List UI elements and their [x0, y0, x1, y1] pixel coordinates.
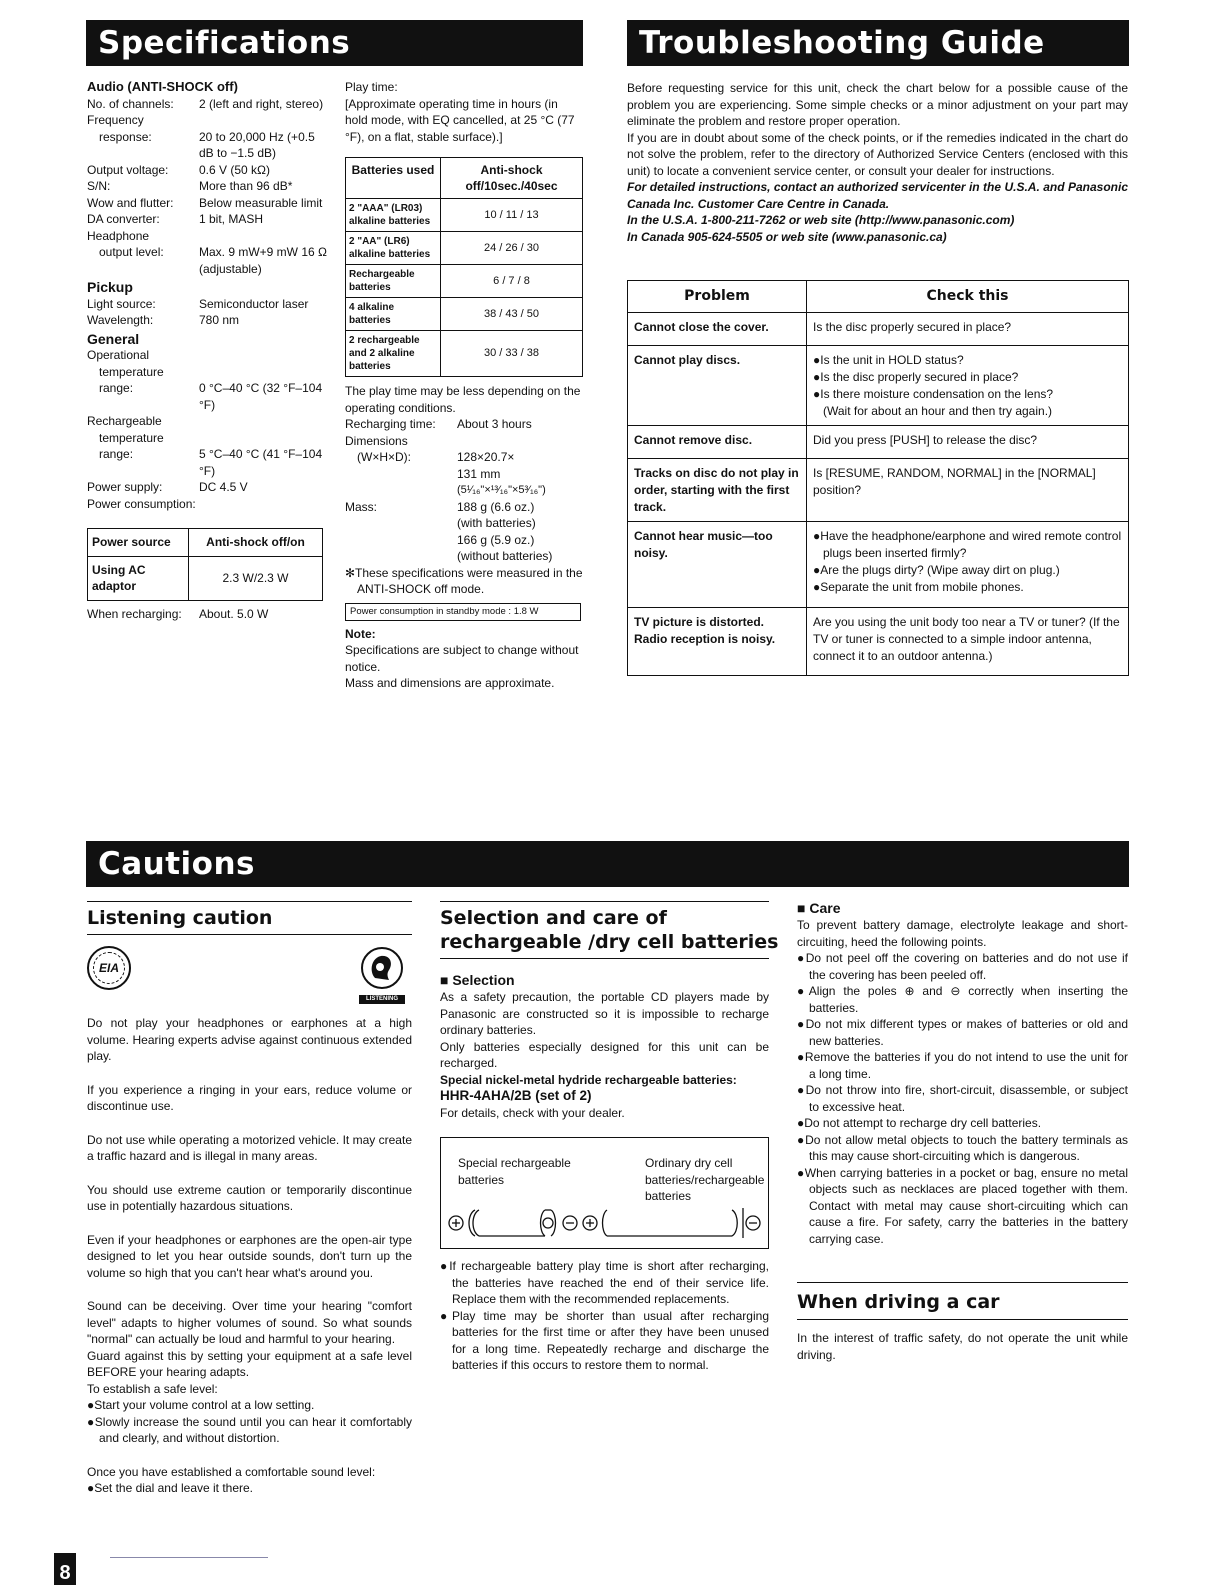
general-spec-value: [199, 430, 327, 447]
selection-bullets: [440, 1258, 769, 1374]
listening-paragraph: Sound can be deceiving. Over time your hearing "comfort level" adapts to higher volumes of sound. So what sounds "normal" can actually be loud and harmful to your hearing.: [87, 1299, 412, 1346]
selection-heading-line-1: Selection and care of: [440, 907, 667, 929]
check-item: Is the disc properly secured in place?: [813, 319, 1012, 334]
general-spec-row: [87, 413, 327, 430]
care-intro: To prevent battery damage, electrolyte leakage and short-circuiting, heed the following points.: [797, 918, 1128, 949]
audio-spec-row: [87, 228, 327, 245]
using-ac-adaptor-cell: Using AC adaptor: [88, 556, 189, 600]
check-item: Are you using the unit body too near a TV or tuner? (If the TV or tuner is connected to a simple indoor antenna, connect it to an outdoor antenna.): [813, 614, 1120, 663]
listening-paragraph: Do not use while operating a motorized vehicle. It may create a traffic hazard and is illegal in many areas.: [87, 1132, 412, 1163]
general-spec-value: 0 °C–40 °C (32 °F–104 °F): [199, 381, 323, 412]
pickup-spec-label: Wavelength:: [87, 313, 154, 327]
check-cell: [807, 458, 1129, 521]
specifications-title: Specifications: [86, 20, 583, 66]
audio-spec-row: [87, 178, 327, 195]
guard-paragraph: Guard against this by setting your equipment at a safe level BEFORE your hearing adapts.: [87, 1348, 412, 1379]
note-1: Specifications are subject to change without notice.: [345, 643, 579, 674]
pickup-spec-list: [87, 296, 327, 329]
audio-spec-label: Headphone: [87, 228, 150, 243]
check-item: ●Is there moisture condensation on the lens?: [813, 386, 1054, 401]
care-item: ●When carrying batteries in a pocket or bag, ensure no metal objects such as necklaces are placed together with them. Contact with metal may cause short-circuiting which can cause a fire. For safety, carry the batteries in the battery carrying case.: [797, 1165, 1128, 1246]
general-spec-list: [87, 347, 327, 496]
battery-row: [346, 265, 583, 298]
battery-row: [346, 331, 583, 377]
check-column-header: Check this: [807, 281, 1129, 313]
trouble-row: [628, 425, 1129, 458]
care-section: [797, 900, 1128, 1247]
care-item: ●Do not peel off the covering on batteries and do not use if the covering has been peeled off.: [797, 951, 1128, 982]
battery-type-cell: 2 "AAA" (LR03) alkaline batteries: [346, 199, 441, 232]
audio-spec-label: DA converter:: [87, 212, 160, 226]
problem-cell: Cannot close the cover.: [628, 312, 807, 345]
audio-spec-value: 2 (left and right, stereo): [199, 96, 324, 111]
pickup-spec-value: Semiconductor laser: [199, 296, 309, 311]
head-profile-icon: [359, 946, 405, 990]
audio-spec-row: [87, 244, 327, 277]
general-spec-row: [87, 430, 327, 447]
listening-logo-text: LISTENING: [359, 995, 405, 1004]
battery-row: [346, 298, 583, 331]
dealer-note: For details, check with your dealer.: [440, 1105, 625, 1120]
audio-spec-row: [87, 162, 327, 179]
check-cell: [807, 345, 1129, 425]
pickup-heading: Pickup: [87, 279, 133, 295]
special-batteries-caption: Special rechargeable batteries: [458, 1156, 571, 1187]
standby-power-box: Power consumption in standby mode : 1.8 W: [345, 603, 581, 621]
mass-label: Mass:: [345, 499, 378, 514]
general-spec-row: [87, 479, 327, 496]
trouble-row: [628, 345, 1129, 425]
battery-type-cell: 2 "AA" (LR6) alkaline batteries: [346, 232, 441, 265]
general-spec-value: [199, 413, 327, 430]
general-heading: General: [87, 330, 140, 347]
battery-type-cell: 2 rechargeable and 2 alkaline batteries: [346, 331, 441, 377]
note-2: Mass and dimensions are approximate.: [345, 676, 555, 690]
trouble-row: [628, 607, 1129, 675]
once-established: Once you have established a comfortable sound level:: [87, 1464, 376, 1479]
mass-value-3: 166 g (5.9 oz.): [457, 532, 535, 547]
listening-bullet-2: ●Slowly increase the sound until you can hear it comfortably and clearly, and without distortion.: [87, 1414, 412, 1445]
listening-paragraph: If you experience a ringing in your ears, reduce volume or discontinue use.: [87, 1082, 412, 1113]
recharging-time-value: About 3 hours: [457, 417, 532, 431]
listening-paragraph: Even if your headphones or earphones are the open-air type designed to let you hear outside sounds, don't turn up the volume so high that you can't hear what's around you.: [87, 1232, 412, 1280]
check-item: ●Are the plugs dirty? (Wipe away dirt on plug.): [813, 562, 1060, 577]
driving-heading: When driving a car: [797, 1291, 1000, 1313]
play-time-less-note: The play time may be less depending on the operating conditions.: [345, 384, 581, 415]
problem-cell: Cannot play discs.: [628, 345, 807, 425]
battery-time-cell: 6 / 7 / 8: [441, 265, 583, 298]
general-spec-row: [87, 446, 327, 479]
recharging-time-label: Recharging time:: [345, 417, 436, 431]
care-item: ●Do not mix different types or makes of batteries or old and new batteries.: [797, 1017, 1128, 1048]
general-spec-label: temperature: [99, 364, 164, 379]
dimensions-value-1: 128×20.7×: [457, 450, 515, 464]
check-item: (Wait for about an hour and then try again.): [823, 403, 1053, 418]
general-spec-label: range:: [99, 381, 134, 395]
intro-paragraph-1: Before requesting service for this unit, check the chart below for a possible cause of the problem you are experiencing. Some simple checks or a minor adjustment on your part may eliminate the problem and restore proper operation.: [627, 81, 1128, 128]
listening-bullet-3: ●Set the dial and leave it there.: [87, 1481, 254, 1495]
audio-spec-row: [87, 211, 327, 228]
battery-time-cell: 30 / 33 / 38: [441, 331, 583, 377]
battery-type-cell: Rechargeable batteries: [346, 265, 441, 298]
battery-row: [346, 199, 583, 232]
audio-spec-row: [87, 129, 327, 162]
general-spec-row: [87, 347, 327, 364]
specs-column-1: [87, 79, 327, 622]
measured-note: ✻These specifications were measured in the ANTI-SHOCK off mode.: [345, 565, 583, 596]
audio-spec-label: output level:: [99, 245, 164, 259]
listening-logo: [359, 946, 405, 1004]
check-cell: [807, 521, 1129, 607]
play-time-label: Play time:: [345, 80, 398, 94]
check-cell: [807, 425, 1129, 458]
audio-spec-value: 0.6 V (50 kΩ): [199, 162, 270, 177]
play-time-note: [Approximate operating time in hours (in hold mode, with EQ cancelled, at 25 °C (77 °F), on a flat, stable surface).]: [345, 96, 575, 144]
general-spec-value: 5 °C–40 °C (41 °F–104 °F): [199, 447, 323, 478]
audio-spec-label: response:: [99, 129, 152, 144]
audio-spec-value: [199, 112, 327, 129]
check-item: ●Is the unit in HOLD status?: [813, 352, 964, 367]
cautions-title: Cautions: [86, 841, 1129, 887]
battery-time-cell: 10 / 11 / 13: [441, 199, 583, 232]
care-item: ●Do not allow metal objects to touch the battery terminals as this may cause short-circuiting which is dangerous.: [797, 1132, 1128, 1163]
troubleshooting-table: [627, 280, 1129, 676]
battery-row: [346, 232, 583, 265]
general-spec-label: Operational: [87, 348, 150, 362]
selection-bullet-2: ●Play time may be shorter than usual after recharging batteries for the first time or after they have been unused for a long time. Repeatedly recharge and discharge the batteries if this occurs to restore them to normal.: [440, 1308, 769, 1372]
general-spec-label: Power supply:: [87, 480, 163, 494]
problem-cell: Cannot hear music—too noisy.: [628, 521, 807, 607]
dimensions-whd-label: (W×H×D):: [357, 450, 411, 464]
problem-column-header: Problem: [628, 281, 807, 313]
recharging-value: About. 5.0 W: [199, 606, 269, 621]
troubleshooting-intro: [627, 80, 1128, 245]
selection-bullet-1: ●If rechargeable battery play time is short after recharging, the batteries have reached the end of their service life. Replace them with the recommended replacements.: [440, 1259, 769, 1306]
eia-logo-text: EIA: [98, 960, 119, 975]
dimensions-label: Dimensions: [345, 433, 408, 448]
care-heading: ■ Care: [797, 900, 841, 916]
battery-type-cell: 4 alkaline batteries: [346, 298, 441, 331]
pickup-spec-row: [87, 312, 327, 329]
special-batteries-label: Special nickel-metal hydride rechargeable batteries:: [440, 1072, 737, 1087]
listening-bullet-1: ●Start your volume control at a low setting.: [87, 1398, 315, 1412]
audio-heading: Audio (ANTI-SHOCK off): [87, 79, 238, 94]
selection-text: [440, 971, 769, 1121]
selection-heading-line-2: rechargeable /dry cell batteries: [440, 931, 779, 953]
general-spec-label: range:: [99, 447, 134, 461]
general-spec-value: [199, 347, 327, 364]
problem-cell: TV picture is distorted. Radio reception is noisy.: [628, 607, 807, 675]
audio-spec-value: [199, 228, 327, 245]
power-table: [87, 528, 323, 601]
selection-subheading: ■ Selection: [440, 972, 515, 988]
problem-cell: Cannot remove disc.: [628, 425, 807, 458]
mass-value-1: 188 g (6.6 oz.): [457, 499, 535, 514]
audio-spec-value: 20 to 20,000 Hz (+0.5 dB to −1.5 dB): [199, 129, 315, 160]
selection-paragraph-1: As a safety precaution, the portable CD players made by Panasonic are constructed so it is impossible to recharge ordinary batteries.: [440, 990, 769, 1037]
ordinary-batteries-caption: Ordinary dry cell batteries/rechargeable batteries: [645, 1156, 765, 1203]
care-item: ●Align the poles ⊕ and ⊖ correctly when inserting the batteries.: [797, 984, 1128, 1015]
battery-figure: [440, 1137, 769, 1249]
eia-logo: [87, 946, 131, 990]
note-heading: Note:: [345, 626, 376, 641]
service-instructions: For detailed instructions, contact an authorized servicenter in the U.S.A. and Panasonic Canada Inc. Customer Care Centre in Canada.: [627, 180, 1128, 211]
check-item: Did you press [PUSH] to release the disc?: [813, 432, 1038, 447]
audio-spec-label: S/N:: [87, 179, 111, 193]
trouble-row: [628, 312, 1129, 345]
audio-spec-value: 1 bit, MASH: [199, 212, 264, 226]
power-source-header: Power source: [88, 529, 189, 557]
check-cell: [807, 607, 1129, 675]
power-value-cell: 2.3 W/2.3 W: [189, 556, 323, 600]
establish-label: To establish a safe level:: [87, 1381, 218, 1396]
check-item: ●Have the headphone/earphone and wired remote control plugs been inserted firmly?: [813, 528, 1122, 560]
audio-spec-list: [87, 96, 327, 278]
listening-paragraph: You should use extreme caution or temporarily discontinue use in potentially hazardous situations.: [87, 1182, 412, 1213]
canada-contact: In Canada 905-624-5505 or web site (www.panasonic.ca): [627, 229, 947, 244]
dimensions-value-3: (5¹⁄₁₆"×¹³⁄₁₆"×5³⁄₁₆"): [457, 484, 546, 496]
pickup-spec-label: Light source:: [87, 296, 156, 311]
battery-time-cell: 38 / 43 / 50: [441, 298, 583, 331]
audio-spec-label: Output voltage:: [87, 162, 169, 177]
mass-value-2: (with batteries): [457, 516, 536, 530]
audio-spec-value: Below measurable limit: [199, 195, 323, 210]
care-item: ●Do not throw into fire, short-circuit, disassemble, or subject to excessive heat.: [797, 1083, 1128, 1114]
dimensions-value-2: 131 mm: [457, 466, 501, 481]
battery-time-cell: 24 / 26 / 30: [441, 232, 583, 265]
audio-spec-value: Max. 9 mW+9 mW 16 Ω (adjustable): [199, 245, 327, 276]
listening-caution-heading: Listening caution: [87, 907, 273, 929]
general-spec-label: Rechargeable: [87, 414, 162, 428]
general-spec-row: [87, 380, 327, 413]
audio-spec-value: More than 96 dB*: [199, 179, 293, 193]
care-item: ●Remove the batteries if you do not intend to use the unit for a long time.: [797, 1050, 1128, 1081]
problem-cell: Tracks on disc do not play in order, starting with the first track.: [628, 458, 807, 521]
check-item: ●Separate the unit from mobile phones.: [813, 579, 1024, 594]
trouble-row: [628, 458, 1129, 521]
mass-value-4: (without batteries): [457, 549, 553, 563]
general-spec-label: temperature: [99, 430, 164, 445]
intro-paragraph-2: If you are in doubt about some of the check points, or if the remedies indicated in the chart do not solve the problem, refer to the directory of Authorized Service Centers (enclosed with this unit) to locate a convenient service center, or consult your dealer for instructions.: [627, 130, 1128, 178]
check-item: ●Is the disc properly secured in place?: [813, 369, 1019, 384]
usa-contact: In the U.S.A. 1-800-211-7262 or web site (http://www.panasonic.com): [627, 213, 1015, 227]
general-spec-value: DC 4.5 V: [199, 480, 248, 494]
battery-play-time-table: [345, 157, 583, 377]
check-item: Is [RESUME, RANDOM, NORMAL] in the [NORMAL] position?: [813, 465, 1096, 497]
page-number: 8: [54, 1553, 76, 1585]
recharging-label: When recharging:: [87, 606, 182, 621]
listening-paragraph: Do not play your headphones or earphones at a high volume. Hearing experts advise against continuous extended play.: [87, 1016, 412, 1063]
audio-spec-label: Wow and flutter:: [87, 195, 174, 210]
check-cell: [807, 312, 1129, 345]
general-spec-value: [199, 364, 327, 381]
audio-spec-label: Frequency: [87, 113, 144, 127]
anti-shock-times-header: Anti-shock off/10sec./40sec: [441, 158, 583, 199]
audio-spec-row: [87, 112, 327, 129]
selection-paragraph-2: Only batteries especially designed for this unit can be recharged.: [440, 1039, 769, 1070]
audio-spec-row: [87, 195, 327, 212]
power-consumption-label: Power consumption:: [87, 496, 196, 511]
listening-caution-text: [87, 1015, 412, 1497]
general-spec-row: [87, 364, 327, 381]
audio-spec-label: No. of channels:: [87, 96, 174, 111]
care-item: ●Do not attempt to recharge dry cell batteries.: [797, 1116, 1042, 1130]
anti-shock-header: Anti-shock off/on: [189, 529, 323, 557]
driving-text: In the interest of traffic safety, do not operate the unit while driving.: [797, 1331, 1128, 1362]
specs-column-2: [345, 79, 583, 692]
batteries-used-header: Batteries used: [346, 158, 441, 199]
pickup-spec-row: [87, 296, 327, 313]
trouble-row: [628, 521, 1129, 607]
audio-spec-row: [87, 96, 327, 113]
battery-diagram-icon: [447, 1206, 763, 1240]
troubleshooting-title: Troubleshooting Guide: [627, 20, 1129, 66]
pickup-spec-value: 780 nm: [199, 313, 240, 327]
battery-model: HHR-4AHA/2B (set of 2): [440, 1088, 592, 1103]
